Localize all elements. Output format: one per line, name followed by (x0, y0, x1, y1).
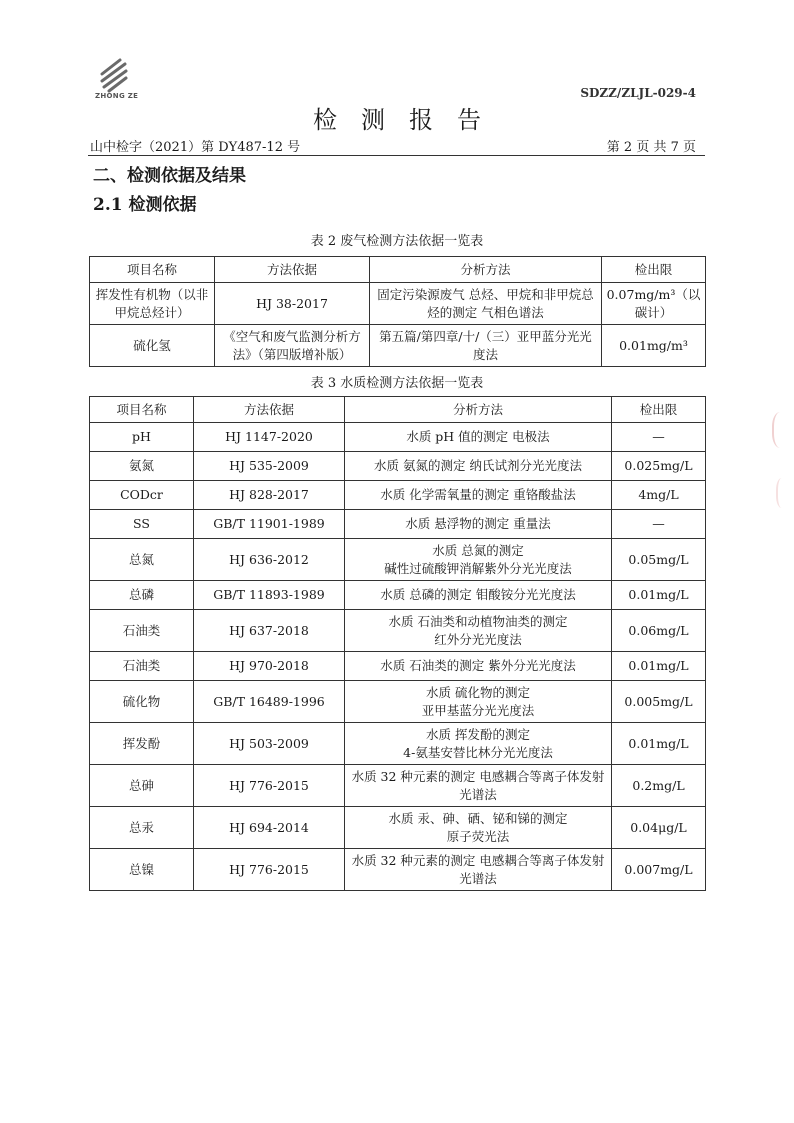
column-header: 项目名称 (90, 397, 194, 423)
table-row (90, 610, 706, 652)
analysis-method-cell: 第五篇/第四章/十/（三）亚甲蓝分光光度法 (370, 325, 602, 367)
item-name-cell: SS (90, 510, 194, 539)
table-row (90, 452, 706, 481)
table-row (90, 539, 706, 581)
method-basis-cell: HJ 503-2009 (194, 723, 345, 765)
detection-limit-cell: 0.2mg/L (612, 765, 706, 807)
analysis-method-cell: 水质 石油类的测定 紫外分光光度法 (345, 652, 612, 681)
column-header: 分析方法 (370, 257, 602, 283)
item-name-cell: 总砷 (90, 765, 194, 807)
detection-limit-cell: 0.01mg/L (612, 723, 706, 765)
table-row (90, 681, 706, 723)
page-number: 第 2 页 共 7 页 (606, 140, 696, 155)
method-basis-cell: HJ 970-2018 (194, 652, 345, 681)
item-name-cell: 总磷 (90, 581, 194, 610)
item-name-cell: 总氮 (90, 539, 194, 581)
detection-limit-cell: 0.007mg/L (612, 849, 706, 891)
table-row (90, 765, 706, 807)
table3-caption: 表 3 水质检测方法依据一览表 (310, 376, 484, 391)
detection-limit-cell: 0.07mg/m³（以碳计） (602, 283, 706, 325)
column-header: 检出限 (612, 397, 706, 423)
table-header-row (90, 397, 706, 423)
table-row (90, 652, 706, 681)
water-quality-method-table (89, 396, 706, 891)
report-number: 山中检字（2021）第 DY487-12 号 (90, 140, 301, 155)
method-basis-cell: HJ 637-2018 (194, 610, 345, 652)
item-name-cell: CODcr (90, 481, 194, 510)
analysis-method-cell: 水质 32 种元素的测定 电感耦合等离子体发射光谱法 (345, 849, 612, 891)
table-row (90, 581, 706, 610)
column-header: 分析方法 (345, 397, 612, 423)
table-row (90, 723, 706, 765)
table-row (90, 481, 706, 510)
page-title: 检测报告 (313, 106, 505, 134)
method-basis-cell: HJ 1147-2020 (194, 423, 345, 452)
analysis-method-cell: 水质 总磷的测定 钼酸铵分光光度法 (345, 581, 612, 610)
column-header: 方法依据 (215, 257, 370, 283)
detection-limit-cell: 0.04μg/L (612, 807, 706, 849)
table-row (90, 325, 706, 367)
analysis-method-cell: 水质 石油类和动植物油类的测定 红外分光光度法 (345, 610, 612, 652)
table2-caption: 表 2 废气检测方法依据一览表 (310, 234, 484, 249)
analysis-method-cell: 水质 汞、砷、硒、铋和锑的测定 原子荧光法 (345, 807, 612, 849)
method-basis-cell: 《空气和废气监测分析方法》（第四版增补版） (215, 325, 370, 367)
table-header-row (90, 257, 706, 283)
detection-limit-cell: 4mg/L (612, 481, 706, 510)
detection-limit-cell: 0.01mg/L (612, 581, 706, 610)
table-row (90, 510, 706, 539)
detection-limit-cell: 0.005mg/L (612, 681, 706, 723)
document-code: SDZZ/ZLJL-029-4 (580, 86, 696, 100)
method-basis-cell: HJ 38-2017 (215, 283, 370, 325)
table-row (90, 283, 706, 325)
method-basis-cell: HJ 694-2014 (194, 807, 345, 849)
detection-limit-cell: 0.01mg/L (612, 652, 706, 681)
exhaust-gas-method-table (89, 256, 706, 367)
method-basis-cell: HJ 776-2015 (194, 765, 345, 807)
table-row (90, 423, 706, 452)
item-name-cell: 挥发性有机物（以非甲烷总烃计） (90, 283, 215, 325)
analysis-method-cell: 水质 pH 值的测定 电极法 (345, 423, 612, 452)
analysis-method-cell: 水质 化学需氧量的测定 重铬酸盐法 (345, 481, 612, 510)
item-name-cell: 挥发酚 (90, 723, 194, 765)
method-basis-cell: GB/T 11893-1989 (194, 581, 345, 610)
item-name-cell: 氨氮 (90, 452, 194, 481)
method-basis-cell: HJ 776-2015 (194, 849, 345, 891)
item-name-cell: 硫化氢 (90, 325, 215, 367)
method-basis-cell: GB/T 16489-1996 (194, 681, 345, 723)
item-name-cell: 石油类 (90, 610, 194, 652)
item-name-cell: 硫化物 (90, 681, 194, 723)
item-name-cell: 总汞 (90, 807, 194, 849)
analysis-method-cell: 水质 悬浮物的测定 重量法 (345, 510, 612, 539)
detection-limit-cell: 0.01mg/m³ (602, 325, 706, 367)
item-name-cell: 石油类 (90, 652, 194, 681)
method-basis-cell: HJ 636-2012 (194, 539, 345, 581)
method-basis-cell: HJ 535-2009 (194, 452, 345, 481)
table-row (90, 849, 706, 891)
logo-text: ZHONG ZE (95, 92, 139, 100)
column-header: 方法依据 (194, 397, 345, 423)
scan-mark (776, 478, 790, 508)
header-divider (88, 155, 705, 156)
analysis-method-cell: 水质 挥发酚的测定 4-氨基安替比林分光光度法 (345, 723, 612, 765)
column-header: 检出限 (602, 257, 706, 283)
table-row (90, 807, 706, 849)
method-basis-cell: HJ 828-2017 (194, 481, 345, 510)
detection-limit-cell: 0.06mg/L (612, 610, 706, 652)
column-header: 项目名称 (90, 257, 215, 283)
analysis-method-cell: 水质 氨氮的测定 纳氏试剂分光光度法 (345, 452, 612, 481)
detection-limit-cell: 0.025mg/L (612, 452, 706, 481)
detection-limit-cell: — (612, 423, 706, 452)
analysis-method-cell: 水质 总氮的测定 碱性过硫酸钾消解紫外分光光度法 (345, 539, 612, 581)
analysis-method-cell: 固定污染源废气 总烃、甲烷和非甲烷总烃的测定 气相色谱法 (370, 283, 602, 325)
item-name-cell: 总镍 (90, 849, 194, 891)
method-basis-cell: GB/T 11901-1989 (194, 510, 345, 539)
subsection-heading: 2.1 检测依据 (93, 195, 197, 215)
detection-limit-cell: 0.05mg/L (612, 539, 706, 581)
item-name-cell: pH (90, 423, 194, 452)
scan-mark (772, 412, 792, 448)
analysis-method-cell: 水质 硫化物的测定 亚甲基蓝分光光度法 (345, 681, 612, 723)
analysis-method-cell: 水质 32 种元素的测定 电感耦合等离子体发射光谱法 (345, 765, 612, 807)
detection-limit-cell: — (612, 510, 706, 539)
section-heading: 二、检测依据及结果 (93, 166, 246, 186)
